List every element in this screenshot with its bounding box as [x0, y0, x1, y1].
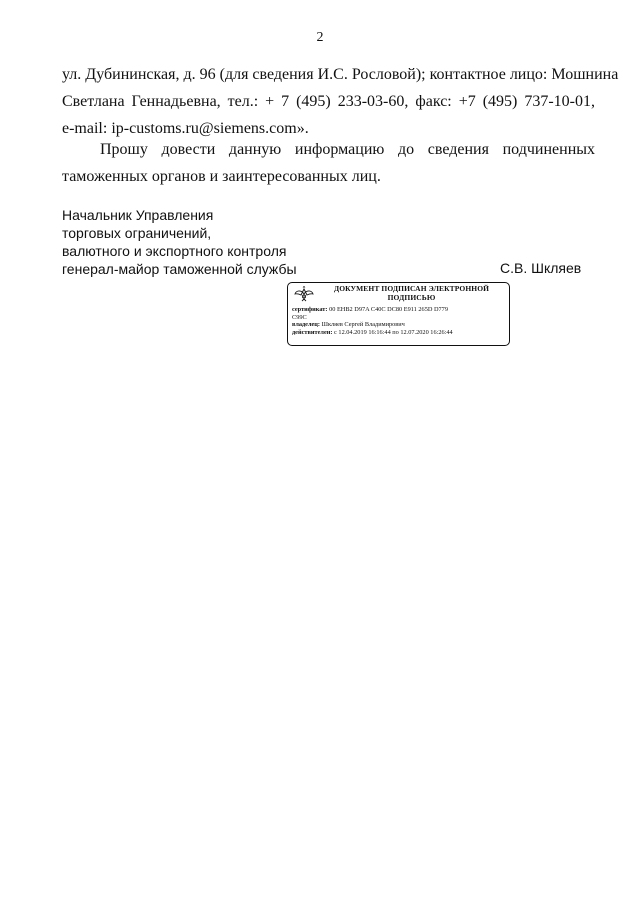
- paragraph-request: [62, 136, 595, 190]
- position-line: валютного и экспортного контроля: [62, 243, 287, 259]
- position-line: Начальник Управления: [62, 207, 214, 223]
- signatory-position: [62, 206, 362, 278]
- certificate-value: 00 EHB2 D97A C40C DC80 E911 265D D779: [329, 306, 448, 313]
- stamp-valid-row: [292, 329, 505, 337]
- paragraph-line: ул. Дубининская, д. 96 (для сведения И.С. Рословой); контактное лицо: Мошнина: [62, 66, 619, 83]
- owner-value: Шкляев Сергей Владимирович: [321, 321, 405, 328]
- paragraph-line: таможенных органов и заинтересованных лиц.: [62, 168, 381, 185]
- paragraph-line: Светлана Геннадьевна, тел.: + 7 (495) 233-03-60, факс: +7 (495) 737-10-01,: [62, 93, 595, 110]
- owner-label: владелец:: [292, 321, 321, 328]
- certificate-value-cont: C99C: [292, 313, 307, 321]
- paragraph-line: Прошу довести данную информацию до сведения подчиненных: [100, 141, 595, 158]
- eagle-emblem-icon: [293, 286, 315, 304]
- valid-value: с 12.04.2019 16:16:44 по 12.07.2020 16:26:44: [334, 328, 453, 336]
- electronic-signature-stamp: [287, 282, 510, 346]
- valid-label: действителен:: [292, 328, 333, 336]
- paragraph-line-email: e-mail: ip-customs.ru@siemens.com».: [62, 120, 309, 137]
- paragraph-contact: [62, 61, 619, 142]
- position-line: генерал-майор таможенной службы: [62, 261, 297, 277]
- certificate-label: сертификат:: [292, 306, 328, 313]
- position-line: торговых ограничений,: [62, 225, 212, 241]
- stamp-certificate-row: [292, 306, 505, 314]
- stamp-title: ДОКУМЕНТ ПОДПИСАН ЭЛЕКТРОННОЙ ПОДПИСЬЮ: [333, 284, 490, 302]
- stamp-owner-row: [292, 321, 505, 329]
- signer-name: С.В. Шкляев: [500, 260, 582, 276]
- page-number: 2: [316, 30, 324, 45]
